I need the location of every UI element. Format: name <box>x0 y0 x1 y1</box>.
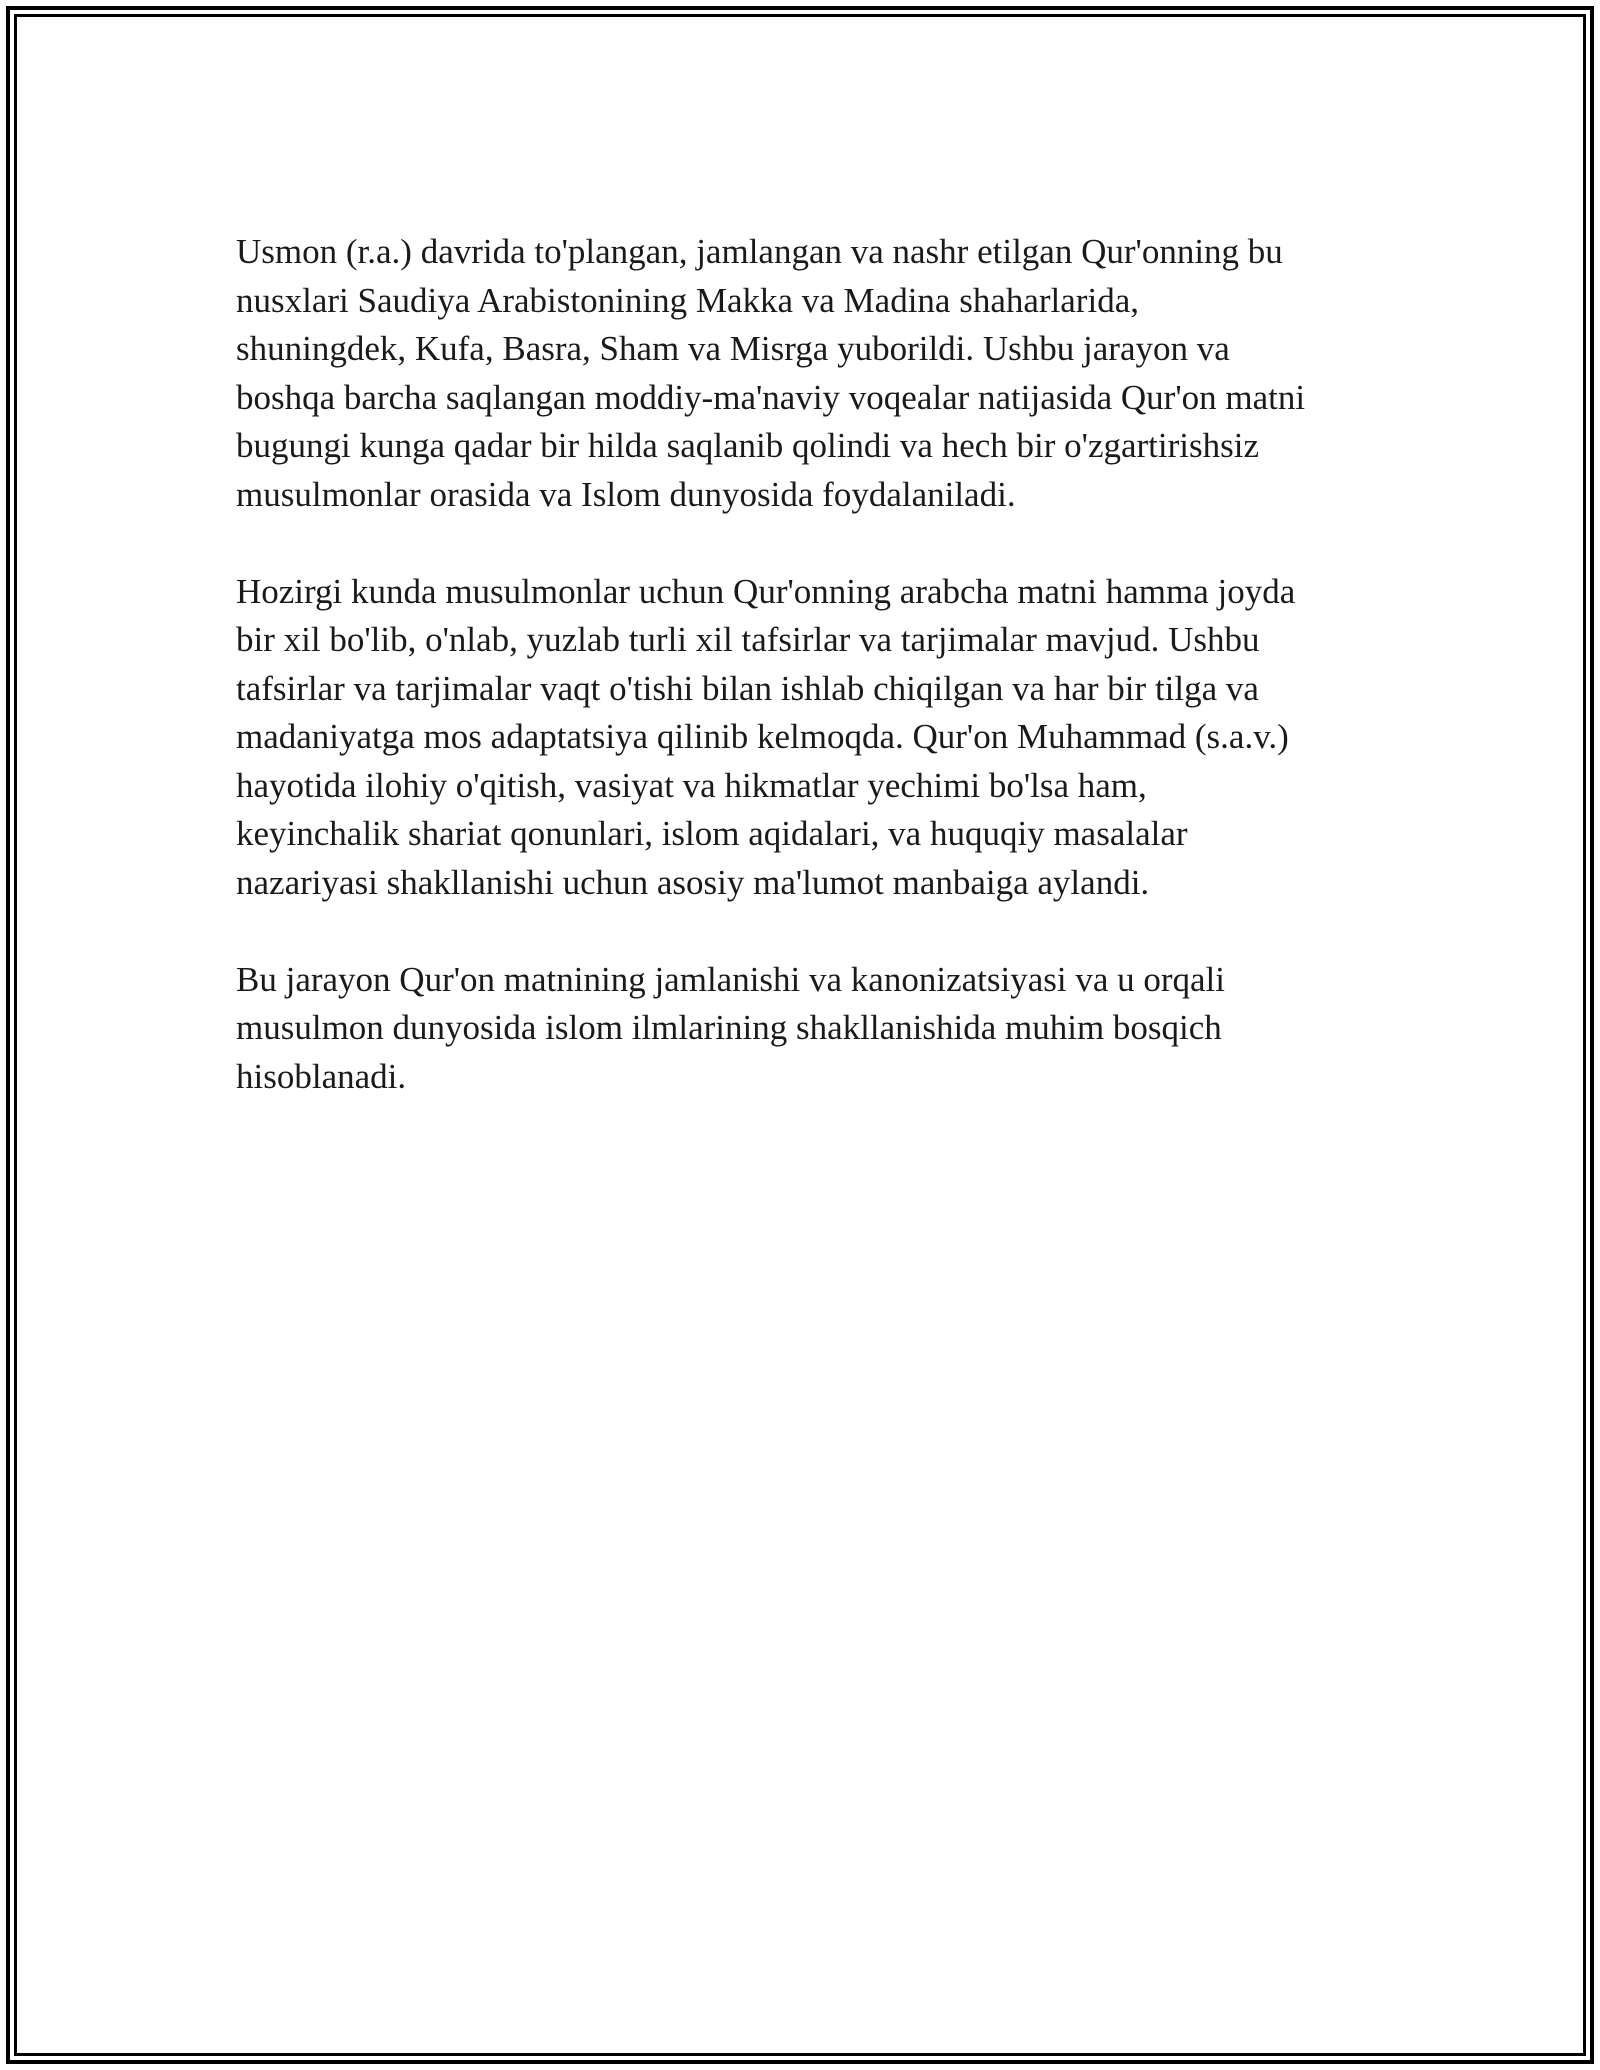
text-line: nusxlari Saudiya Arabistonining Makka va Madina shaharlarida, <box>236 280 1139 320</box>
text-line: nazariyasi shakllanishi uchun asosiy ma'lumot manbaiga aylandi. <box>236 862 1150 902</box>
text-line: hayotida ilohiy o'qitish, vasiyat va hikmatlar yechimi bo'lsa ham, <box>236 765 1147 805</box>
text-line: musulmonlar orasida va Islom dunyosida foydalaniladi. <box>236 474 1016 514</box>
paragraph-1 <box>236 228 1376 519</box>
text-line: Usmon (r.a.) davrida to'plangan, jamlangan va nashr etilgan Qur'onning bu <box>236 232 1283 271</box>
document-body <box>236 228 1376 1101</box>
text-line: tafsirlar va tarjimalar vaqt o'tishi bilan ishlab chiqilgan va har bir tilga va <box>236 668 1259 708</box>
text-line: shuningdek, Kufa, Basra, Sham va Misrga yuborildi. Ushbu jarayon va <box>236 329 1230 368</box>
text-line: madaniyatga mos adaptatsiya qilinib kelmoqda. Qur'on Muhammad (s.a.v.) <box>236 717 1289 756</box>
text-line: boshqa barcha saqlangan moddiy-ma'naviy voqealar natijasida Qur'on matni <box>236 377 1306 417</box>
text-line: bir xil bo'lib, o'nlab, yuzlab turli xil tafsirlar va tarjimalar mavjud. Ushbu <box>236 620 1260 659</box>
text-line: musulmon dunyosida islom ilmlarining shakllanishida muhim bosqich <box>236 1008 1222 1047</box>
paragraph-3 <box>236 956 1376 1102</box>
text-line: keyinchalik shariat qonunlari, islom aqidalari, va huquqiy masalalar <box>236 814 1188 853</box>
text-line: hisoblanadi. <box>236 1056 407 1096</box>
paragraph-2 <box>236 568 1376 908</box>
text-line: bugungi kunga qadar bir hilda saqlanib qolindi va hech bir o'zgartirishsiz <box>236 426 1259 465</box>
text-line: Bu jarayon Qur'on matnining jamlanishi va kanonizatsiyasi va u orqali <box>236 959 1226 999</box>
text-line: Hozirgi kunda musulmonlar uchun Qur'onning arabcha matni hamma joyda <box>236 571 1296 611</box>
